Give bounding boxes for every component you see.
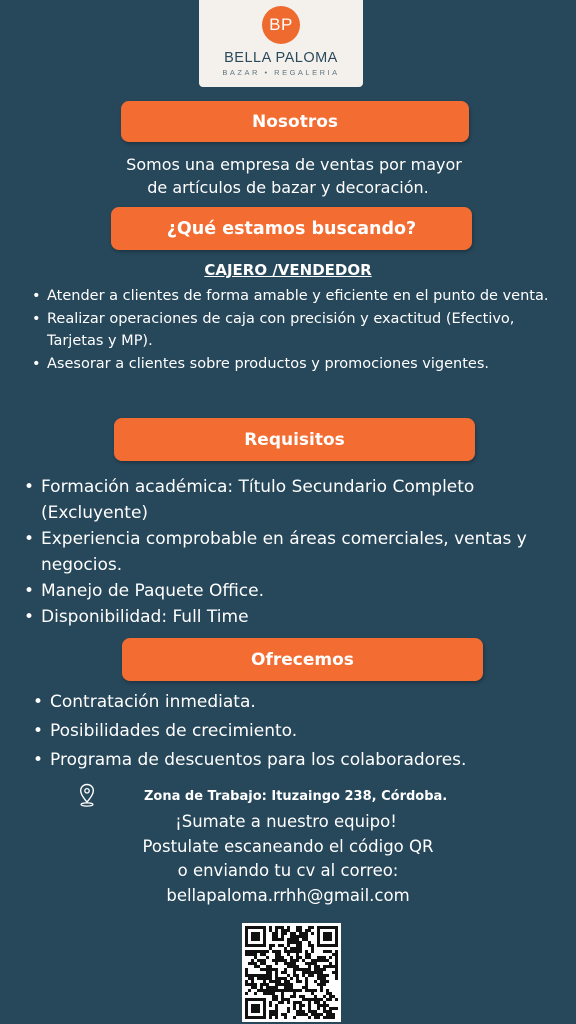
- qr-code[interactable]: [242, 923, 341, 1022]
- brand-tagline: BAZAR • REGALERIA: [222, 68, 340, 77]
- map-pin-icon: [78, 783, 96, 807]
- nosotros-heading: Nosotros: [121, 101, 469, 142]
- list-item: • Contratación inmediata.: [50, 688, 570, 717]
- nosotros-line-1: Somos una empresa de ventas por mayor: [126, 155, 462, 174]
- list-item: • Experiencia comprobable en áreas comerciales, ventas y negocios.: [41, 526, 571, 578]
- responsibilities-list: [47, 285, 574, 375]
- brand-name: BELLA PALOMA: [224, 50, 338, 66]
- join-line: ¡Sumate a nuestro equipo!: [175, 812, 397, 831]
- list-item: • Posibilidades de crecimiento.: [50, 717, 570, 746]
- list-item: • Atender a clientes de forma amable y eficiente en el punto de venta.: [47, 285, 574, 308]
- position-title: CAJERO /VENDEDOR: [204, 261, 372, 279]
- list-item: • Manejo de Paquete Office.: [41, 578, 571, 604]
- contact-text: [0, 810, 576, 908]
- list-item: • Disponibilidad: Full Time: [41, 604, 571, 630]
- benefits-list: [50, 688, 570, 775]
- brand-logo: [199, 0, 363, 87]
- buscando-heading: ¿Qué estamos buscando?: [111, 207, 472, 250]
- ofrecemos-heading: Ofrecemos: [122, 638, 483, 681]
- nosotros-line-2: de artículos de bazar y decoración.: [147, 178, 429, 197]
- list-item: • Formación académica: Título Secundario Completo (Excluyente): [41, 474, 551, 526]
- list-item: • Realizar operaciones de caja con precisión y exactitud (Efectivo, Tarjetas y MP).: [47, 308, 517, 353]
- logo-monogram: BP: [262, 6, 300, 44]
- requirements-list: [41, 474, 571, 630]
- nosotros-text: [0, 153, 576, 199]
- work-location: Zona de Trabajo: Ituzaingo 238, Córdoba.: [144, 789, 448, 804]
- email-intro-line: o enviando tu cv al correo:: [177, 861, 399, 880]
- apply-line: Postulate escaneando el código QR: [142, 836, 434, 856]
- contact-email[interactable]: bellapaloma.rrhh@gmail.com: [166, 885, 410, 905]
- requisitos-heading: Requisitos: [114, 418, 475, 461]
- list-item: • Asesorar a clientes sobre productos y promociones vigentes.: [47, 353, 574, 376]
- list-item: • Programa de descuentos para los colaboradores.: [50, 746, 570, 775]
